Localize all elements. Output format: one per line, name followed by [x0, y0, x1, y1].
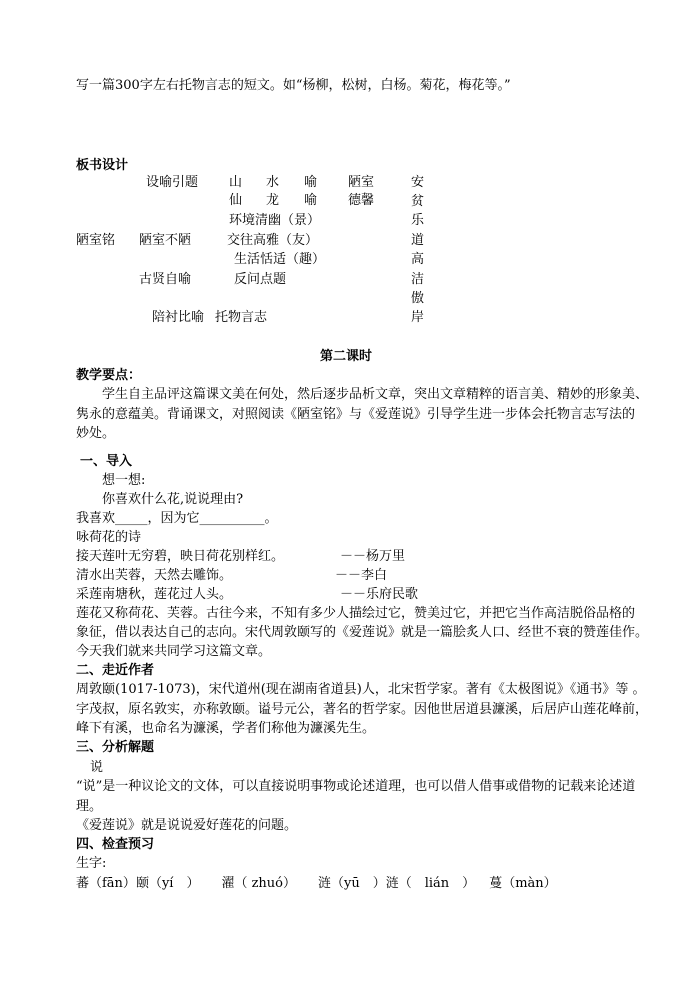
points-heading: 教学要点：	[76, 368, 142, 383]
pinyin-item: 颐（yí ）	[135, 876, 200, 891]
board-vertical-char: 乐	[411, 213, 425, 228]
body-text: 今天我们就来共同学习这篇文章。	[76, 644, 272, 659]
board-cell: 设喻引题	[146, 175, 199, 190]
section-heading: 三、分析解题	[76, 740, 155, 755]
pinyin-row	[76, 874, 557, 894]
section-heading: 四、检查预习	[76, 837, 155, 852]
board-cell: 德馨	[348, 193, 375, 208]
pinyin-item: 涟（ lián ）	[385, 876, 476, 891]
board-cell: 生活恬适（趣）	[234, 252, 326, 267]
body-text: 莲花又称荷花、芙蓉。古往今来，不知有多少人描绘过它，赞美过它，并把它当作高洁脱俗品格的	[76, 606, 636, 621]
prompt-text: 想一想:	[102, 473, 146, 488]
poem-author: －－杨万里	[340, 549, 406, 564]
board-cell: 喻	[304, 193, 318, 208]
pinyin-item: 蔓（màn）	[489, 876, 557, 891]
vocab-label: 生字:	[76, 856, 107, 871]
board-cell: 古贤自喻	[139, 272, 192, 287]
body-text: 字茂叔，原名敦实，亦称敦颐。谥号元公，著名的哲学家。因他世居道县濂溪，后居庐山莲花峰前，	[76, 702, 649, 717]
board-vertical-char: 贫	[411, 194, 425, 209]
board-cell: 龙	[266, 193, 280, 208]
board-vertical-char: 安	[411, 175, 425, 190]
board-cell: 托物言志	[215, 310, 268, 325]
body-text: 峰下有溪，也命名为濂溪，学者们称他为濂溪先生。	[76, 721, 376, 736]
poem-line: 接天莲叶无穷碧，映日荷花别样红。	[76, 549, 285, 564]
board-vertical-char: 高	[411, 252, 425, 267]
section-heading: 一、导入	[80, 454, 133, 469]
board-vertical-char: 洁	[411, 272, 425, 287]
board-cell: 环境清幽（景）	[229, 213, 321, 228]
pinyin-item: 涟（yū ）	[318, 876, 386, 891]
board-cell: 山	[229, 175, 243, 190]
board-cell: 喻	[304, 175, 318, 190]
board-cell: 陪衬比喻	[152, 310, 205, 325]
points-line: 隽永的意蕴美。背诵课文，对照阅读《陋室铭》与《爱莲说》引导学生进一步体会托物言志写法的	[76, 407, 636, 422]
body-text: 《爱莲说》就是说说爱好莲花的问题。	[76, 818, 298, 833]
board-cell: 陋室	[348, 175, 375, 190]
board-vertical-char: 傲	[411, 291, 425, 306]
intro-task: 写一篇300字左右托物言志的短文。如“杨柳，松树，白杨。菊花，梅花等。”	[76, 78, 511, 93]
board-cell: 陋室铭	[76, 233, 116, 248]
board-cell: 反问点题	[234, 272, 287, 287]
board-vertical-char: 岸	[411, 310, 425, 325]
body-text: 象征，借以表达自己的志向。宋代周敦颐写的《爱莲说》就是一篇脍炙人口、经世不衰的赞莲佳作。	[76, 625, 649, 640]
body-text: 理。	[76, 799, 103, 814]
board-cell: 陋室不陋	[139, 233, 192, 248]
section-heading: 二、走近作者	[76, 663, 155, 678]
lesson-title: 第二课时	[320, 349, 373, 364]
points-line: 妙处。	[76, 426, 116, 441]
poem-title: 咏荷花的诗	[76, 530, 142, 545]
body-text: 说	[90, 760, 104, 775]
body-text: “说”是一种议论文的文体，可以直接说明事物或论述道理，也可以借人借事或借物的记载来论述道	[76, 779, 636, 794]
poem-author: －－乐府民歌	[340, 587, 419, 602]
fill-blank: 我喜欢_____，因为它__________。	[76, 511, 278, 526]
body-text: 周敦颐(1017-1073)，宋代道州(现在湖南省道县)人，北宋哲学家。著有《太极图说》《通书》等 。	[76, 682, 646, 697]
poem-line: 采莲南塘秋，莲花过人头。	[76, 587, 233, 602]
poem-line: 清水出芙蓉，天然去雕饰。	[76, 568, 233, 583]
board-cell: 水	[266, 175, 280, 190]
pinyin-item: 濯（ zhuó）	[221, 876, 297, 891]
board-cell: 仙	[229, 193, 243, 208]
poem-author: －－李白	[335, 568, 388, 583]
pinyin-item: 蕃（fān）	[76, 876, 136, 891]
prompt-text: 你喜欢什么花,说说理由?	[102, 492, 244, 507]
board-vertical-char: 道	[411, 233, 425, 248]
points-line: 学生自主品评这篇课文美在何处，然后逐步品析文章，突出文章精粹的语言美、精妙的形象美、	[102, 387, 649, 402]
board-heading: 板书设计	[76, 158, 129, 173]
board-cell: 交往高雅（友）	[227, 233, 319, 248]
